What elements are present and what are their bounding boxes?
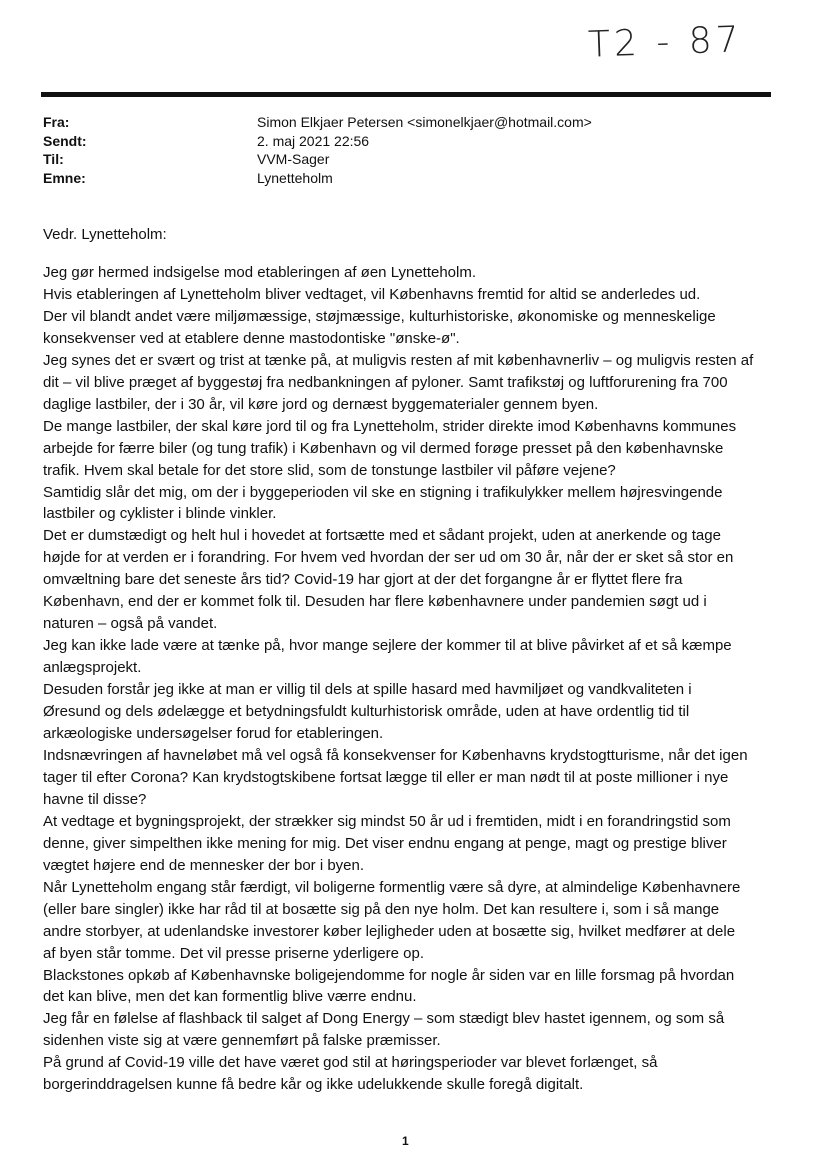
- body-line: Det er dumstædigt og helt hul i hovedet at fortsætte med et sådant projekt, uden at anerkende og tage: [43, 527, 721, 545]
- body-line: af byen står tomme. Det vil presse priserne yderligere op.: [43, 944, 424, 962]
- letter-body: [43, 262, 778, 1096]
- body-line: andre storbyer, at udenlandske investorer køber lejligheder uden at bosætte sig, hvilket medfører at dele: [43, 922, 736, 940]
- body-line: naturen – også på vandet.: [43, 615, 218, 633]
- body-line: tager til efter Corona? Kan krydstogtskibene fortsat lægge til eller er man nødt til at poste millioner i nye: [43, 768, 729, 786]
- body-line: Jeg kan ikke lade være at tænke på, hvor mange sejlere der kommer til at blive påvirket af et så kæmpe: [43, 637, 732, 655]
- body-line: Jeg synes det er svært og trist at tænke på, at muligvis resten af mit københavnerliv – og muligvis resten af: [43, 351, 754, 369]
- body-line: Blackstones opkøb af Københavnske boligejendomme for nogle år siden var en lille forsmag på hvordan: [43, 966, 735, 984]
- body-line: trafik. Hvem skal betale for det store slid, som de tonstunge lastbiler vil påføre vejene?: [43, 461, 616, 479]
- handwritten-document-number: T2 - 87: [587, 19, 744, 66]
- body-line: havne til disse?: [43, 790, 147, 808]
- body-line: Der vil blandt andet være miljømæssige, støjmæssige, kulturhistoriske, økonomiske og menneskelige: [43, 307, 716, 325]
- body-line: vægtet højere end de mennesker der bor i byen.: [43, 856, 365, 874]
- sent-value: 2. maj 2021 22:56: [257, 133, 370, 149]
- body-line: At vedtage et bygningsprojekt, der strækker sig mindst 50 år ud i fremtiden, midt i en forandringstid som: [43, 812, 731, 830]
- body-line: På grund af Covid-19 ville det have været god stil at høringsperioder var blevet forlænget, så: [43, 1054, 658, 1072]
- body-line: Når Lynetteholm engang står færdigt, vil boligerne formentlig være så dyre, at almindelige Københavnere: [43, 878, 741, 896]
- greeting: Vedr. Lynetteholm:: [43, 226, 167, 243]
- body-line: Samtidig slår det mig, om der i byggeperioden vil ske en stigning i trafikulykker mellem højresvingende: [43, 483, 723, 501]
- body-line: Desuden forstår jeg ikke at man er villig til dels at spille hasard med havmiljøet og vandkvaliteten i: [43, 681, 692, 699]
- page-number: 1: [402, 1134, 409, 1148]
- body-line: sidenhen viste sig at være gennemført på falske præmisser.: [43, 1032, 441, 1050]
- body-line: (eller bare singler) ikke har råd til at bosætte sig på den nye holm. Det kan resultere i, som i så mange: [43, 900, 720, 918]
- subject-value: Lynetteholm: [257, 170, 333, 186]
- body-line: Øresund og dels ødelægge et betydningsfuldt kulturhistorisk område, uden at have ordentlig tid til: [43, 703, 690, 721]
- body-line: København, end der er kommet folk til. Desuden har flere københavnere under pandemien søgt ud i: [43, 593, 707, 611]
- header-divider: [41, 92, 771, 97]
- body-line: De mange lastbiler, der skal køre jord til og fra Lynetteholm, strider direkte imod Københavns kommunes: [43, 417, 737, 435]
- subject-label: Emne:: [43, 170, 86, 186]
- body-line: Jeg gør hermed indsigelse mod etableringen af øen Lynetteholm.: [43, 264, 477, 281]
- sent-label: Sendt:: [43, 133, 87, 149]
- body-line: Indsnævringen af havneløbet må vel også få konsekvenser for Københavns krydstogtturisme, når det igen: [43, 746, 748, 764]
- body-line: Hvis etableringen af Lynetteholm bliver vedtaget, vil Københavns fremtid for altid se anderledes ud.: [43, 285, 701, 303]
- from-value: Simon Elkjaer Petersen <simonelkjaer@hotmail.com>: [257, 114, 592, 130]
- body-line: arkæologiske undersøgelser forud for etableringen.: [43, 725, 384, 743]
- body-line: lastbiler og cyklister i blinde vinkler.: [43, 505, 277, 523]
- body-line: højde for at verden er i forandring. For hvem ved hvordan der ser ud om 30 år, når der er sket så stor en: [43, 549, 734, 567]
- body-line: anlægsprojekt.: [43, 659, 142, 677]
- to-label: Til:: [43, 151, 64, 167]
- body-line: dit – vil blive præget af byggestøj fra nedbankningen af pyloner. Samt trafikstøj og luftforurening fra 700: [43, 373, 728, 391]
- to-value: VVM-Sager: [257, 151, 330, 167]
- body-line: konsekvenser ved at etablere denne mastodontiske "ønske-ø".: [43, 329, 460, 347]
- from-label: Fra:: [43, 114, 70, 130]
- body-line: Jeg får en følelse af flashback til salget af Dong Energy – som stædigt blev hastet igennem, og som så: [43, 1010, 725, 1028]
- body-line: det kan blive, men det kan formentlig blive værre endnu.: [43, 988, 417, 1006]
- body-line: omvæltning bare det seneste års tid? Covid-19 har gjort at der det forgangne år er flyttet flere fra: [43, 571, 683, 589]
- body-line: borgerinddragelsen kunne få bedre kår og ikke udelukkende skulle foregå digitalt.: [43, 1076, 584, 1094]
- body-line: arbejde for færre biler (og tung trafik) i København og vil dermed forøge presset på den københavnske: [43, 439, 724, 457]
- body-line: denne, giver simpelthen ikke mening for mig. Det viser endnu engang at penge, magt og prestige bliver: [43, 834, 727, 852]
- body-line: daglige lastbiler, der i 30 år, vil køre jord og dernæst byggematerialer gennem byen.: [43, 395, 599, 413]
